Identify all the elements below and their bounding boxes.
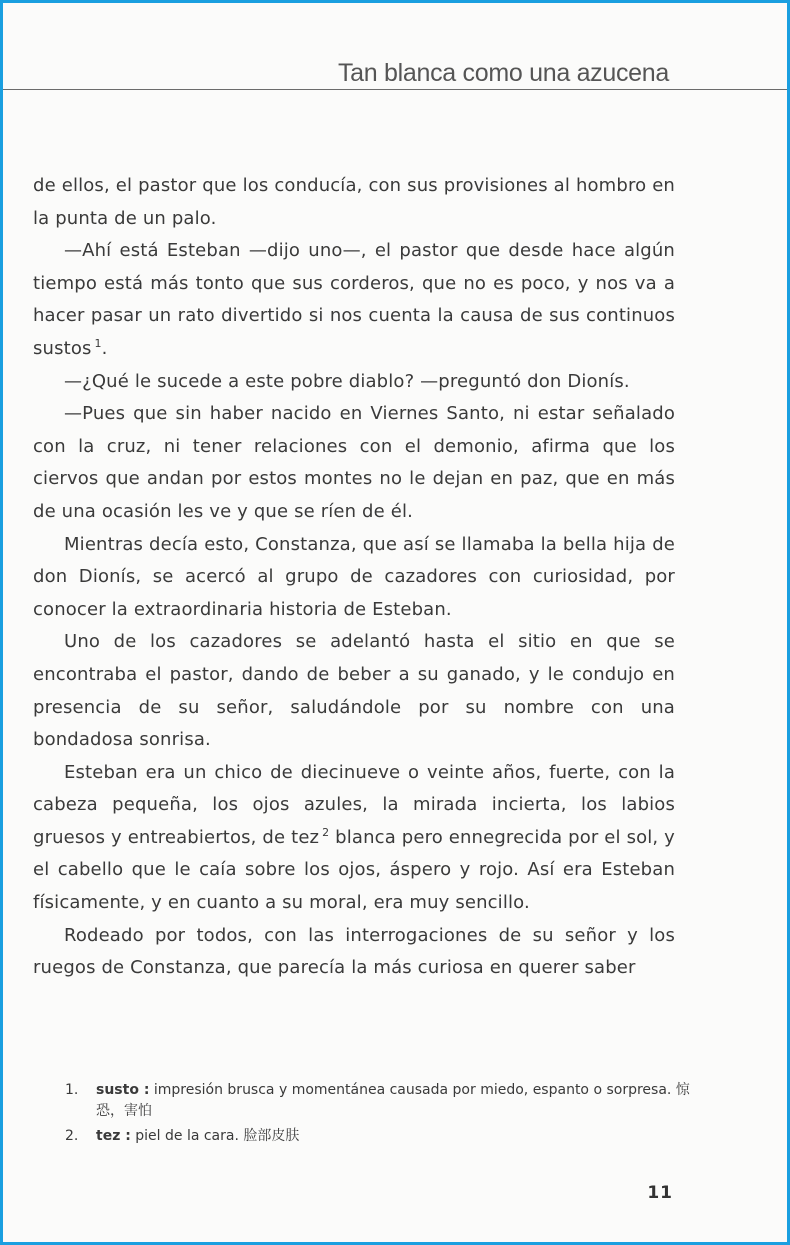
footnote-term: susto :: [96, 1082, 150, 1098]
footnote-number: 2.: [65, 1128, 79, 1144]
paragraph-1: de ellos, el pastor que los conducía, con sus provisiones al hombro en la punta de un palo.: [33, 175, 675, 229]
paragraph-7-before: Esteban era un chico de diecinueve o veinte años, fuerte, con la cabeza pequeña, los ojos azules, la mirada incierta, los labios gruesos y entreabiertos, de tez: [33, 761, 675, 848]
footnotes: [65, 1080, 705, 1151]
footnote-1: [65, 1080, 705, 1122]
paragraph-2-text: —Ahí está Esteban —dijo uno—, el pastor que desde hace algún tiempo está más tonto que sus corderos, que no es poco, y nos va a hacer pasar un rato divertido si nos cuenta la causa de sus continuos sustos: [33, 240, 675, 359]
header-rule: [3, 89, 787, 90]
paragraph-7: [33, 757, 675, 920]
paragraph-2-end: .: [101, 337, 108, 359]
paragraph-5: Mientras decía esto, Constanza, que así se llamaba la bella hija de don Dionís, se acercó al grupo de cazadores con curiosidad, por conocer la extraordinaria historia de Esteban.: [33, 533, 675, 620]
paragraph-7-after: blanca pero ennegrecida por el sol, y el cabello que le caía sobre los ojos, áspero y rojo. Así era Esteban físicamente, y en cuanto a su moral, era muy sencillo.: [33, 826, 675, 914]
footnote-ref-1[interactable]: 1: [94, 336, 102, 350]
page-number: 11: [647, 1183, 673, 1203]
paragraph-8: Rodeado por todos, con las interrogaciones de su señor y los ruegos de Constanza, que parecía la más curiosa en querer saber: [33, 924, 675, 979]
footnote-definition: impresión brusca y momentánea causada por miedo, espanto o sorpresa. 惊恐，害怕: [96, 1082, 690, 1119]
running-title: Tan blanca como una azucena: [337, 59, 669, 87]
paragraph-3: —¿Qué le sucede a este pobre diablo? —preguntó don Dionís.: [64, 370, 630, 392]
footnote-number: 1.: [65, 1082, 79, 1098]
paragraph-2: [33, 235, 675, 365]
paragraph-6: Uno de los cazadores se adelantó hasta el sitio en que se encontraba el pastor, dando de beber a su ganado, y le condujo en presencia de su señor, saludándole por su nombre con una bondadosa sonrisa.: [33, 631, 675, 751]
body-text: [33, 170, 675, 985]
footnote-2: [65, 1126, 705, 1147]
footnote-ref-2[interactable]: 2: [322, 825, 330, 839]
footnote-term: tez :: [96, 1128, 131, 1144]
footnote-definition: piel de la cara. 脸部皮肤: [130, 1128, 300, 1144]
paragraph-4: —Pues que sin haber nacido en Viernes Santo, ni estar señalado con la cruz, ni tener relaciones con el demonio, afirma que los ciervos que andan por estos montes no le dejan en paz, que en más de una ocasión les ve y que se ríen de él.: [33, 403, 675, 522]
